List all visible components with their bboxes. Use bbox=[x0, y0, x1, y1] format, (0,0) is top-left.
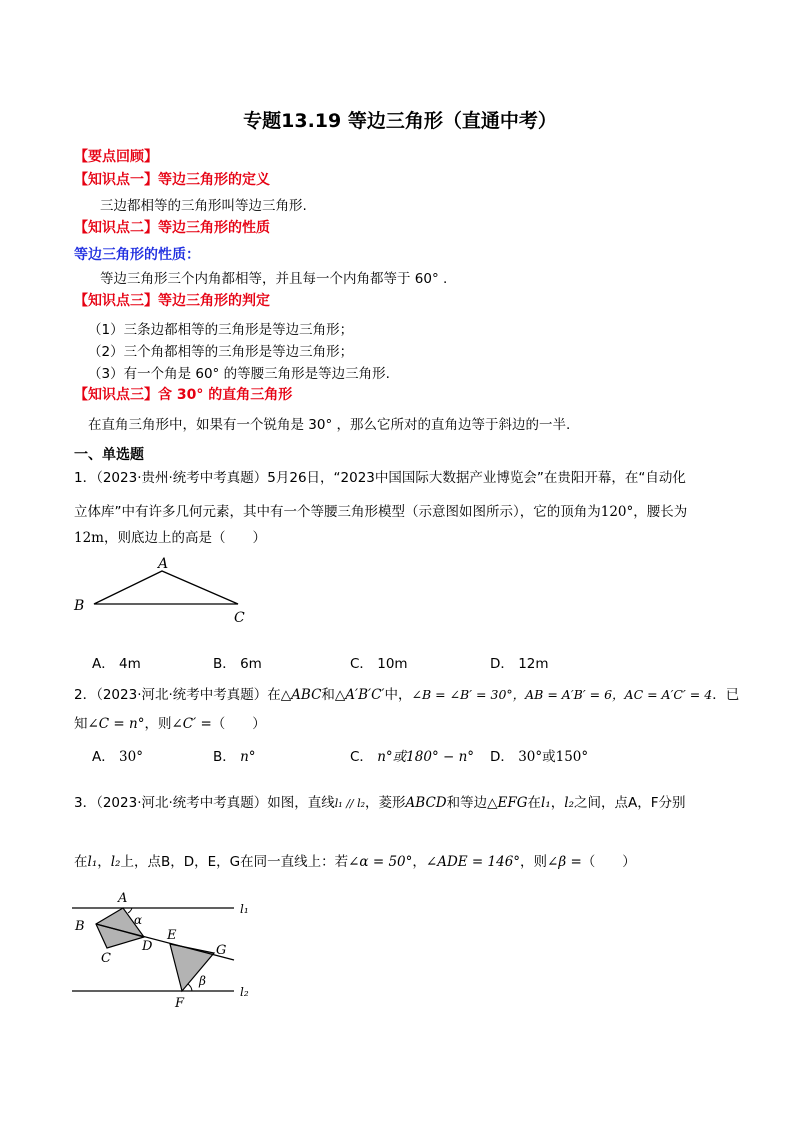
q1-apex-angle: 120° bbox=[600, 504, 634, 520]
q3-line-2: 在l₁，l₂上，点B，D，E，G在同一直线上：若∠α = 50°，∠ADE = 146°，则∠β =（ ） bbox=[74, 854, 636, 870]
q3-rhombus: ABCD bbox=[405, 795, 447, 811]
knowledge-point-1-title: 【知识点一】等边三角形的定义 bbox=[74, 172, 270, 188]
q1-option-d[interactable]: D． 12m bbox=[490, 656, 549, 672]
q2-triangle-abc-prime: △A′B′C′ bbox=[334, 687, 385, 703]
label-D: D bbox=[142, 939, 153, 954]
label-alpha: α bbox=[134, 913, 143, 927]
label-C: C bbox=[101, 951, 111, 966]
knowledge-point-2-text: 等边三角形三个内角都相等，并且每一个内角都等于 60° . bbox=[100, 271, 448, 287]
arc-beta bbox=[188, 984, 192, 991]
section-single-choice: 一、单选题 bbox=[74, 447, 144, 463]
q2-option-b[interactable]: B． n° bbox=[213, 749, 256, 765]
q2-triangle-abc: △ABC bbox=[280, 687, 322, 703]
q2-option-c[interactable]: C． n°或180° − n° bbox=[350, 749, 475, 765]
knowledge-point-3-item: （1）三条边都相等的三角形是等边三角形； bbox=[88, 322, 354, 338]
label-beta: β bbox=[199, 974, 206, 988]
review-heading: 【要点回顾】 bbox=[74, 149, 158, 165]
q1-line-3: 12m，则底边上的高是（ ） bbox=[74, 530, 266, 546]
q2-option-d[interactable]: D． 30°或150° bbox=[490, 749, 589, 765]
label-C: C bbox=[234, 610, 245, 626]
label-B: B bbox=[74, 598, 85, 614]
arc-alpha bbox=[128, 908, 132, 913]
q1-line-2: 立体库”中有许多几何元素，其中有一个等腰三角形模型（示意图如图所示），它的顶角为120°，腰长为 bbox=[74, 504, 688, 520]
label-G: G bbox=[216, 943, 227, 958]
label-E: E bbox=[167, 928, 177, 943]
q2-given-angle: ∠C = n° bbox=[87, 716, 145, 732]
knowledge-point-4-title: 【知识点三】含 30° 的直角三角形 bbox=[74, 387, 293, 403]
q3-parallel-lines: l₁ // l₂ bbox=[334, 797, 366, 810]
isosceles-triangle bbox=[94, 571, 238, 604]
knowledge-point-3-item: （2）三个角都相等的三角形是等边三角形； bbox=[88, 344, 354, 360]
q3-angle-alpha: ∠α = 50° bbox=[348, 854, 413, 870]
q2-line-1: 2．（2023·河北·统考中考真题）在△ABC和△A′B′C′中，∠B = ∠B′ = 30°，AB = A′B′ = 6，AC = A′C′ = 4．已 bbox=[74, 687, 740, 703]
q1-option-c[interactable]: C． 10m bbox=[350, 656, 408, 672]
q2-asked-angle: ∠C′ = bbox=[171, 716, 212, 732]
q3-rhombus-triangle-figure bbox=[66, 886, 266, 1012]
label-A: A bbox=[158, 556, 169, 572]
knowledge-point-1-text: 三边都相等的三角形叫等边三角形. bbox=[100, 198, 307, 214]
q1-option-a[interactable]: A． 4m bbox=[92, 656, 141, 672]
label-l2: l₂ bbox=[240, 985, 249, 999]
label-F: F bbox=[175, 996, 185, 1011]
knowledge-point-3-item: （3）有一个角是 60° 的等腰三角形是等边三角形. bbox=[88, 366, 390, 382]
label-B: B bbox=[75, 919, 85, 934]
label-A: A bbox=[118, 891, 128, 906]
q1-option-b[interactable]: B． 6m bbox=[213, 656, 262, 672]
q2-line-2: 知∠C = n°，则∠C′ =（ ） bbox=[74, 716, 266, 732]
knowledge-point-2-subtitle: 等边三角形的性质： bbox=[74, 247, 200, 263]
knowledge-point-4-text: 在直角三角形中，如果有一个锐角是 30° ，那么它所对的直角边等于斜边的一半. bbox=[88, 417, 571, 433]
q1-triangle-figure bbox=[70, 552, 260, 628]
q2-conditions: ∠B = ∠B′ = 30°，AB = A′B′ = 6，AC = A′C′ = 4 bbox=[411, 687, 713, 702]
q2-option-a[interactable]: A． 30° bbox=[92, 749, 143, 765]
q3-equilateral: △EFG bbox=[487, 795, 528, 811]
q3-angle-beta: ∠β = bbox=[547, 854, 582, 870]
page-title: 专题13.19 等边三角形（直通中考） bbox=[243, 110, 557, 132]
q3-line-1: 3．（2023·河北·统考中考真题）如图，直线l₁ // l₂，菱形ABCD和等边△EFG在l₁，l₂之间，点A，F分别 bbox=[74, 795, 686, 811]
q3-angle-ade: ∠ADE = 146° bbox=[425, 854, 521, 870]
q1-line-1: 1．（2023·贵州·统考中考真题）5月26日，“2023中国国际大数据产业博览会”在贵阳开幕，在“自动化 bbox=[74, 470, 686, 486]
knowledge-point-3-title: 【知识点三】等边三角形的判定 bbox=[74, 293, 270, 309]
q1-leg-length: 12m bbox=[74, 530, 104, 546]
triangle-efg bbox=[170, 944, 214, 991]
label-l1: l₁ bbox=[240, 902, 249, 916]
knowledge-point-2-title: 【知识点二】等边三角形的性质 bbox=[74, 220, 270, 236]
